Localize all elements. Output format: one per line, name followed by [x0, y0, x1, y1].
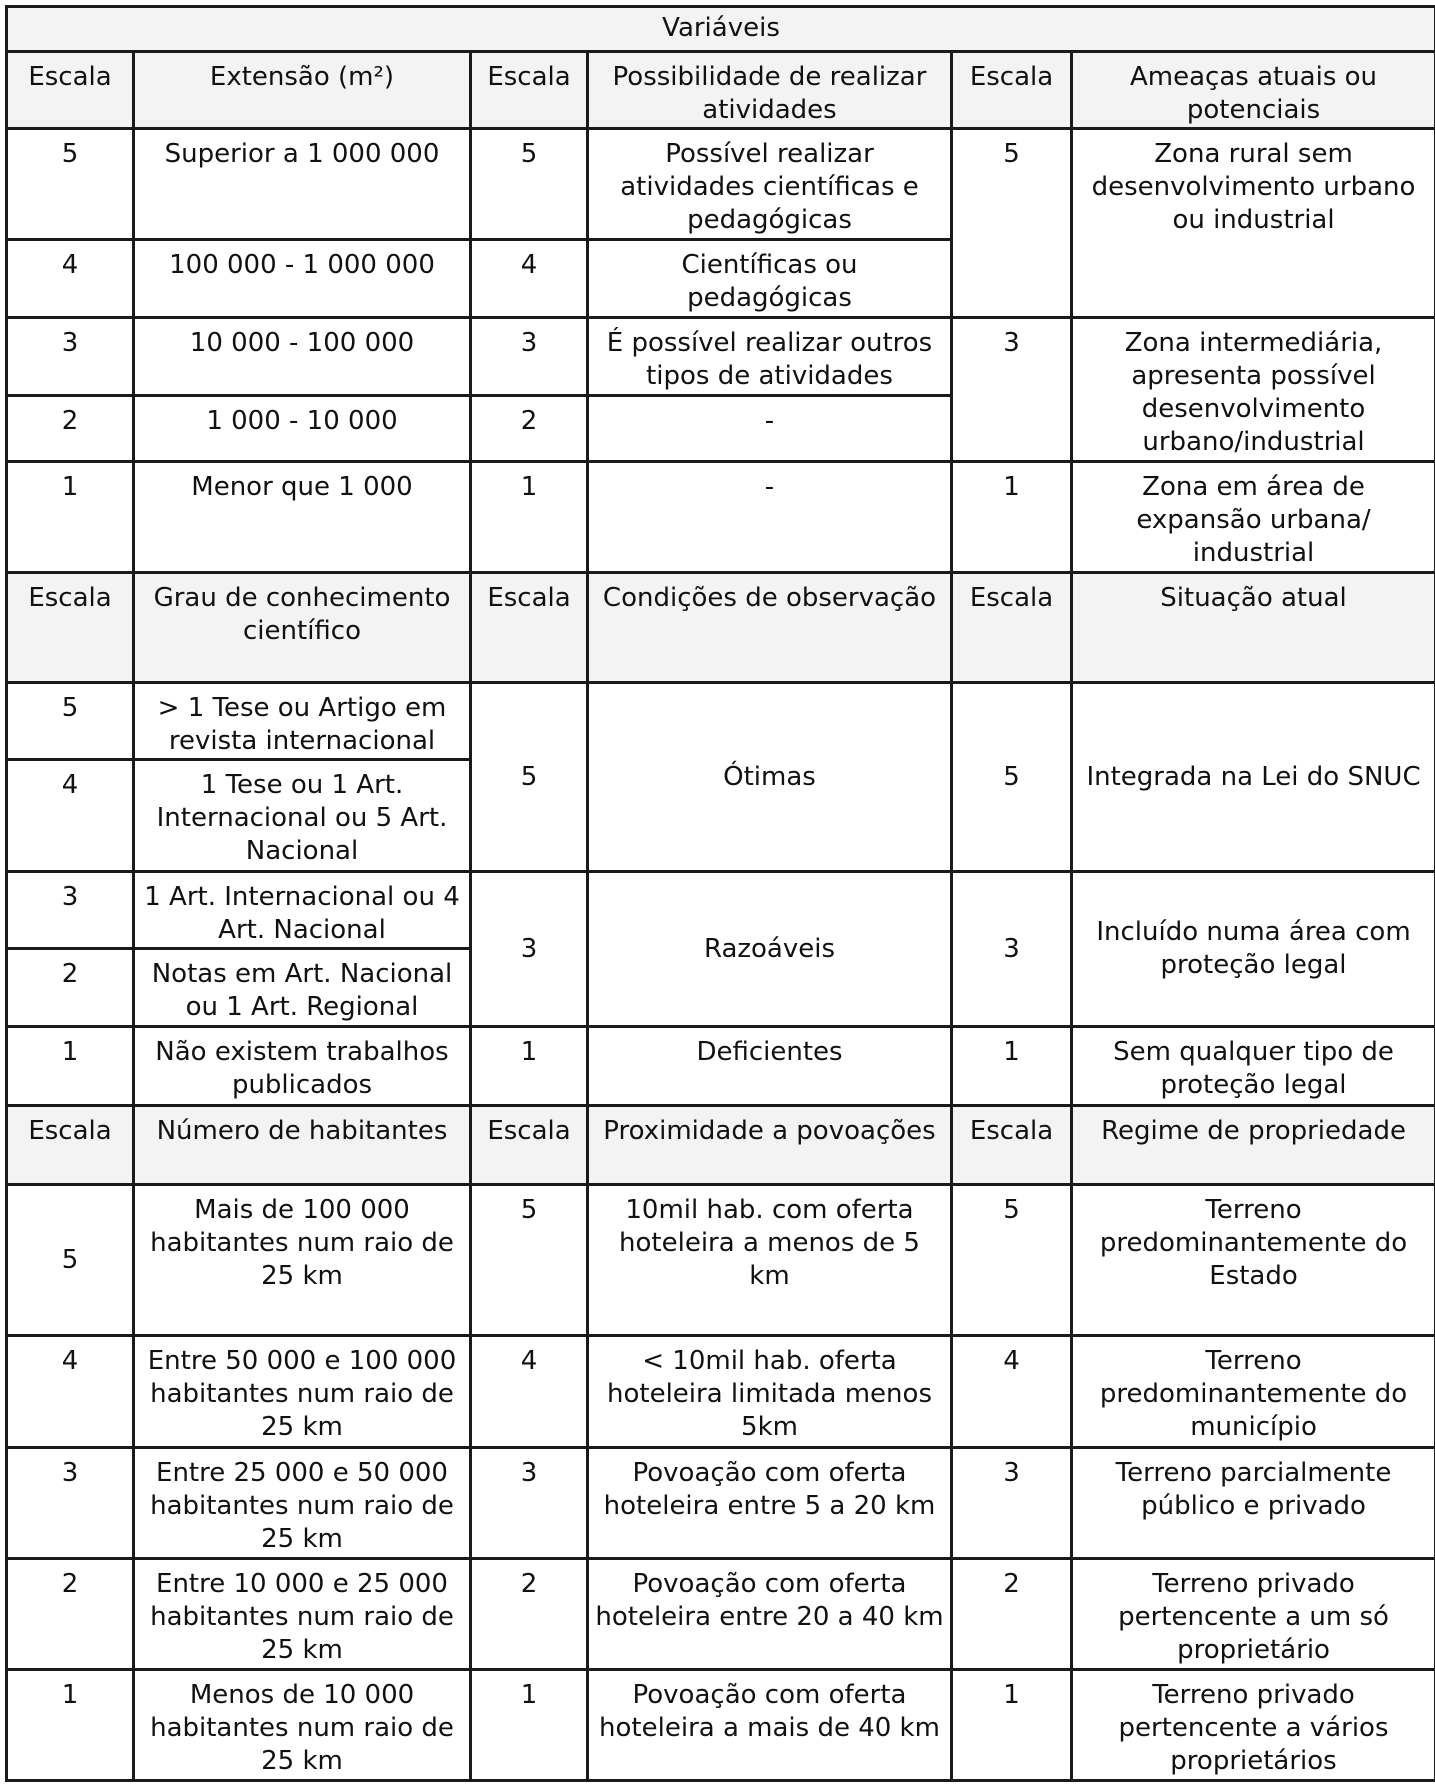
habitantes-cell: Entre 10 000 e 25 000 habitantes num raio de 25 km [134, 1559, 471, 1670]
scale-cell: 3 [952, 318, 1072, 462]
header-situacao: Situação atual [1072, 572, 1435, 682]
table-row [7, 871, 1435, 948]
situacao-cell: Sem qualquer tipo de proteção legal [1072, 1027, 1435, 1105]
header-escala: Escala [7, 1105, 134, 1184]
header-escala: Escala [952, 572, 1072, 682]
scale-cell: 5 [952, 1184, 1072, 1336]
header-atividades: Possibilidade de realizar atividades [588, 52, 952, 129]
scale-cell: 3 [952, 1447, 1072, 1558]
habitantes-cell: Menos de 10 000 habitantes num raio de 25 km [134, 1670, 471, 1781]
scale-cell: 5 [471, 1184, 588, 1336]
scale-cell: 2 [7, 949, 134, 1027]
conhecimento-cell: 1 Art. Internacional ou 4 Art. Nacional [134, 871, 471, 948]
variables-table [5, 5, 1435, 1782]
header-observacao: Condições de observação [588, 572, 952, 682]
extensao-cell: Superior a 1 000 000 [134, 129, 471, 239]
ameacas-cell: Zona em área de expansão urbana/ industrial [1072, 462, 1435, 572]
header-proximidade: Proximidade a povoações [588, 1105, 952, 1184]
scale-cell: 5 [471, 129, 588, 239]
scale-cell: 1 [471, 1027, 588, 1105]
scale-cell: 3 [7, 871, 134, 948]
ameacas-cell: Zona rural sem desenvolvimento urbano ou industrial [1072, 129, 1435, 318]
table-row [7, 1336, 1435, 1447]
conhecimento-cell: Notas em Art. Nacional ou 1 Art. Regional [134, 949, 471, 1027]
table-row [7, 1670, 1435, 1781]
ameacas-cell: Zona intermediária, apresenta possível desenvolvimento urbano/industrial [1072, 318, 1435, 462]
conhecimento-cell: 1 Tese ou 1 Art. Internacional ou 5 Art. Nacional [134, 760, 471, 871]
proximidade-cell: Povoação com oferta hoteleira entre 5 a 20 km [588, 1447, 952, 1558]
table-row [7, 1027, 1435, 1105]
table-row [7, 1184, 1435, 1336]
header-escala: Escala [471, 52, 588, 129]
scale-cell: 3 [471, 1447, 588, 1558]
scale-cell: 5 [952, 683, 1072, 872]
scale-cell: 5 [7, 1184, 134, 1336]
table-row [7, 1447, 1435, 1558]
extensao-cell: 100 000 - 1 000 000 [134, 239, 471, 317]
habitantes-cell: Mais de 100 000 habitantes num raio de 25 km [134, 1184, 471, 1336]
table-row [7, 129, 1435, 239]
scale-cell: 5 [471, 683, 588, 872]
scale-cell: 5 [7, 129, 134, 239]
header-ameacas: Ameaças atuais ou potenciais [1072, 52, 1435, 129]
habitantes-cell: Entre 50 000 e 100 000 habitantes num raio de 25 km [134, 1336, 471, 1447]
scale-cell: 2 [471, 1559, 588, 1670]
scale-cell: 5 [952, 129, 1072, 318]
proximidade-cell: < 10mil hab. oferta hoteleira limitada menos 5km [588, 1336, 952, 1447]
scale-cell: 2 [7, 396, 134, 462]
atividades-cell: Científicas ou pedagógicas [588, 239, 952, 317]
scale-cell: 4 [952, 1336, 1072, 1447]
table-title: Variáveis [7, 7, 1435, 52]
scale-cell: 4 [7, 239, 134, 317]
regime-cell: Terreno parcialmente público e privado [1072, 1447, 1435, 1558]
header-extensao: Extensão (m²) [134, 52, 471, 129]
header-escala: Escala [471, 572, 588, 682]
scale-cell: 4 [471, 239, 588, 317]
regime-cell: Terreno predominantemente do Estado [1072, 1184, 1435, 1336]
habitantes-cell: Entre 25 000 e 50 000 habitantes num raio de 25 km [134, 1447, 471, 1558]
regime-cell: Terreno predominantemente do município [1072, 1336, 1435, 1447]
regime-cell: Terreno privado pertencente a vários proprietários [1072, 1670, 1435, 1781]
proximidade-cell: 10mil hab. com oferta hoteleira a menos de 5 km [588, 1184, 952, 1336]
scale-cell: 1 [7, 1670, 134, 1781]
scale-cell: 1 [952, 462, 1072, 572]
header-conhecimento: Grau de conhecimento científico [134, 572, 471, 682]
scale-cell: 3 [7, 1447, 134, 1558]
extensao-cell: 1 000 - 10 000 [134, 396, 471, 462]
scale-cell: 1 [952, 1027, 1072, 1105]
scale-cell: 1 [7, 1027, 134, 1105]
table-row [7, 683, 1435, 760]
header-escala: Escala [7, 572, 134, 682]
scale-cell: 4 [7, 760, 134, 871]
conhecimento-cell: > 1 Tese ou Artigo em revista internacional [134, 683, 471, 760]
scale-cell: 2 [7, 1559, 134, 1670]
atividades-cell: Possível realizar atividades científicas e pedagógicas [588, 129, 952, 239]
regime-cell: Terreno privado pertencente a um só proprietário [1072, 1559, 1435, 1670]
header-regime: Regime de propriedade [1072, 1105, 1435, 1184]
conhecimento-cell: Não existem trabalhos publicados [134, 1027, 471, 1105]
header-escala: Escala [471, 1105, 588, 1184]
atividades-cell: - [588, 462, 952, 572]
header-escala: Escala [952, 52, 1072, 129]
atividades-cell: É possível realizar outros tipos de atividades [588, 318, 952, 396]
atividades-cell: - [588, 396, 952, 462]
header-habitantes: Número de habitantes [134, 1105, 471, 1184]
extensao-cell: 10 000 - 100 000 [134, 318, 471, 396]
header-escala: Escala [952, 1105, 1072, 1184]
observacao-cell: Deficientes [588, 1027, 952, 1105]
proximidade-cell: Povoação com oferta hoteleira a mais de 40 km [588, 1670, 952, 1781]
scale-cell: 3 [952, 871, 1072, 1027]
scale-cell: 5 [7, 683, 134, 760]
scale-cell: 1 [952, 1670, 1072, 1781]
scale-cell: 3 [471, 871, 588, 1027]
situacao-cell: Integrada na Lei do SNUC [1072, 683, 1435, 872]
scale-cell: 2 [471, 396, 588, 462]
situacao-cell: Incluído numa área com proteção legal [1072, 871, 1435, 1027]
scale-cell: 3 [7, 318, 134, 396]
table-row [7, 462, 1435, 572]
table-row [7, 318, 1435, 396]
observacao-cell: Razoáveis [588, 871, 952, 1027]
proximidade-cell: Povoação com oferta hoteleira entre 20 a 40 km [588, 1559, 952, 1670]
scale-cell: 1 [7, 462, 134, 572]
scale-cell: 3 [471, 318, 588, 396]
scale-cell: 1 [471, 1670, 588, 1781]
scale-cell: 1 [471, 462, 588, 572]
scale-cell: 2 [952, 1559, 1072, 1670]
table-row [7, 1559, 1435, 1670]
header-escala: Escala [7, 52, 134, 129]
extensao-cell: Menor que 1 000 [134, 462, 471, 572]
scale-cell: 4 [7, 1336, 134, 1447]
observacao-cell: Ótimas [588, 683, 952, 872]
scale-cell: 4 [471, 1336, 588, 1447]
